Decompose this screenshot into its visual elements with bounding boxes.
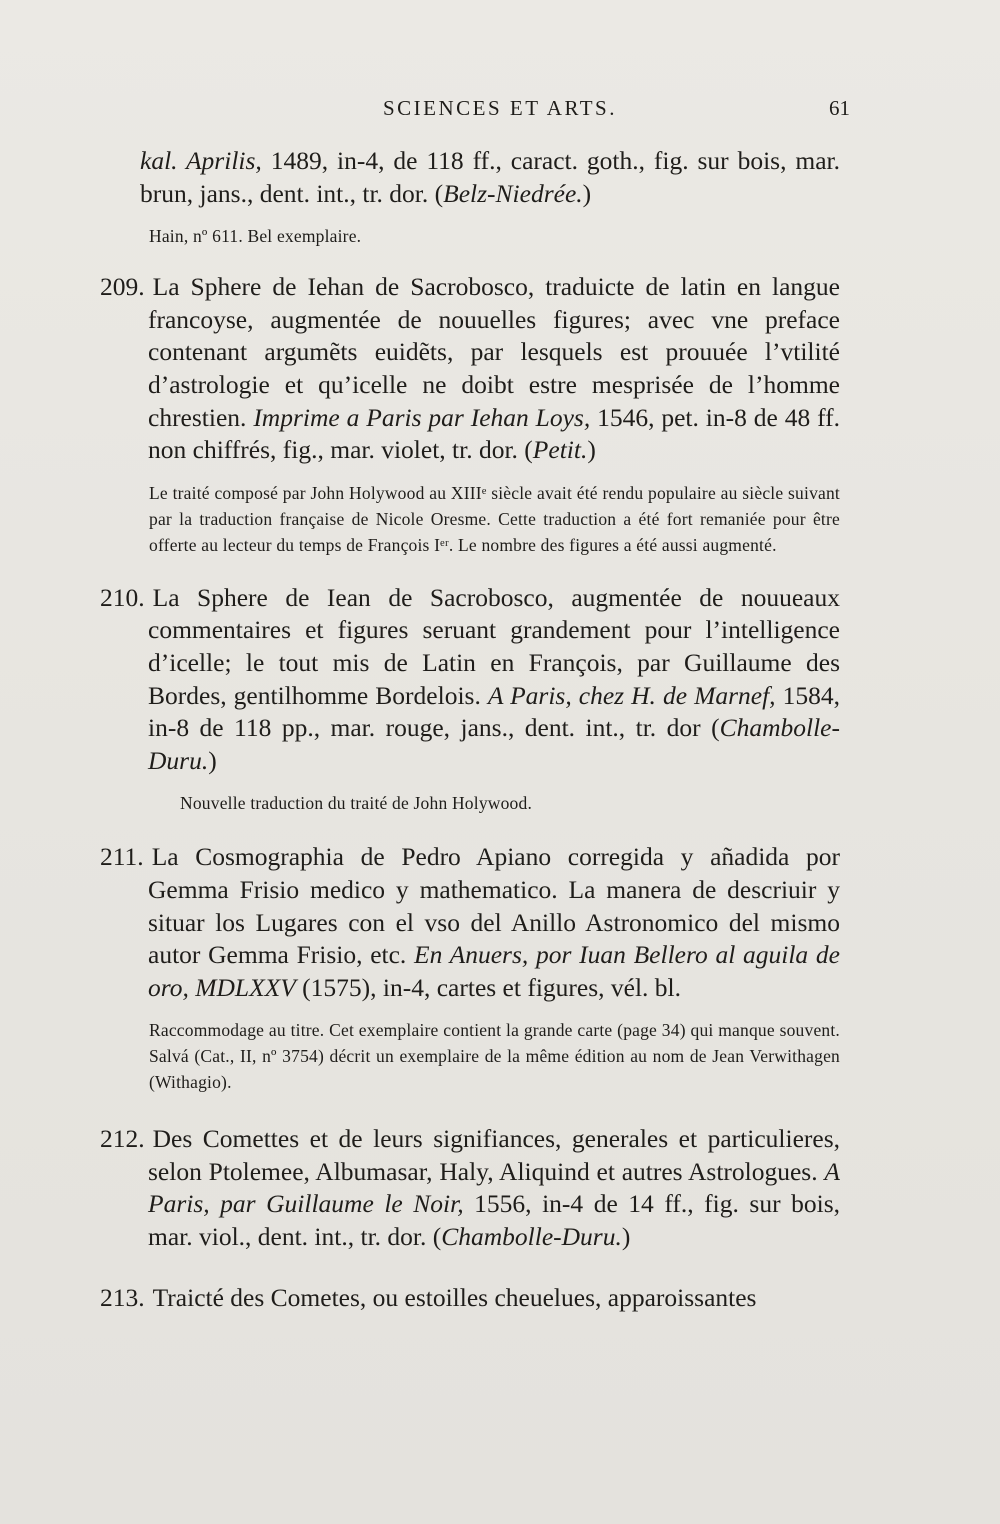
- entry-text-part: ): [582, 178, 592, 208]
- entry-note: Le traité composé par John Holywood au XIIIᵉ siècle avait été rendu populaire au siècle suivant par la traduction française de Nicole Oresme. Cette traduction a été fort remaniée pour être offerte au lecteur du temps de François Iᵉʳ. Le nombre des figures a été aussi augmenté.: [149, 482, 840, 555]
- entry-note: Hain, nº 611. Bel exemplaire.: [149, 226, 362, 247]
- running-title: SCIENCES ET ARTS.: [383, 96, 617, 120]
- page-number: 61: [829, 96, 850, 120]
- entry-209: [100, 271, 840, 558]
- entry-text-part: 1489, in-4, de 118 ff., caract. goth., fig. sur bois, mar. brun, jans., dent. int., tr. dor. (: [140, 146, 840, 208]
- entry-text: [100, 271, 840, 467]
- entry-text-part: 1584, in-8 de 118 pp., mar. rouge, jans., dent. int., tr. dor (: [148, 680, 840, 743]
- entry-text-part: 1556, in-4 de 14 ff., fig. sur bois, mar. viol., dent. int., tr. dor. (: [148, 1189, 840, 1252]
- entry-number: 213.: [100, 1282, 145, 1312]
- entry-text: [100, 582, 840, 778]
- entry-text: [100, 1123, 840, 1253]
- entry-211: [100, 841, 840, 1095]
- entry-note: Nouvelle traduction du traité de John Holywood.: [180, 793, 533, 814]
- entry-number: 212.: [100, 1124, 145, 1154]
- entry-text-part: 1546, pet. in-8 de 48 ff. non chiffrés, fig., mar. violet, tr. dor. (: [148, 402, 840, 465]
- page-header: [0, 96, 1000, 130]
- entry-text-part: La Sphere de Iean de Sacrobosco, augmentée de nouueaux commentaires et figures seruant grandement pour l’intelligence d’icelle; le tout mis de Latin en François, par Guillaume des Bordes, gentilhomme Bordelois.: [148, 582, 840, 710]
- entry-212: [100, 1123, 840, 1253]
- entry-text-part: kal. Aprilis,: [140, 146, 262, 175]
- entry-number: 210.: [100, 582, 145, 612]
- entry-text-part: A Paris, chez H. de Marnef,: [487, 680, 776, 710]
- entry-text-part: ): [587, 435, 596, 465]
- entry-note: Raccommodage au titre. Cet exemplaire contient la grande carte (page 34) qui manque souvent. Salvá (Cat., II, nº 3754) décrit un exemplaire de la même édition au nom de Jean Verwithagen (Withagio).: [149, 1020, 840, 1093]
- entry-text: [140, 145, 840, 210]
- entry-text: [100, 1282, 840, 1315]
- entry-text-part: Imprime a Paris par Iehan Loys,: [253, 402, 591, 432]
- entry-text-part: Chambolle-Duru.: [148, 713, 840, 775]
- page-body: [100, 145, 840, 1314]
- entry-text-part: Belz-Niedrée.: [443, 178, 583, 208]
- entry-text-part: ): [621, 1222, 631, 1252]
- entry-208-continuation: [140, 145, 840, 249]
- entry-text-part: Traicté des Cometes, ou estoilles cheuelues, apparoissantes: [152, 1282, 757, 1312]
- entry-210: [100, 582, 840, 817]
- entry-text-part: Petit.: [532, 435, 588, 465]
- entry-text-part: La Cosmographia de Pedro Apiano corregida y añadida por Gemma Frisio medico y mathematico. La manera de descriuir y situar los Lugares con el vso del Anillo Astronomico del mismo autor Gemma Frisio, etc.: [148, 842, 840, 970]
- entry-text-part: ): [208, 745, 217, 775]
- entry-213: [100, 1282, 840, 1315]
- entry-text: [100, 841, 840, 1004]
- entry-text-part: La Sphere de Iehan de Sacrobosco, traduicte de latin en langue francoyse, augmentée de nouuelles figures; avec vne preface contenant argumẽts euidẽts, par lesquels est prouuée l’vtilité d’astrologie et qu’icelle ne doibt estre mesprisée de l’homme chrestien.: [148, 272, 840, 432]
- entry-text-part: A Paris, par Guillaume le Noir,: [148, 1156, 840, 1219]
- entry-text-part: Des Comettes et de leurs signifiances, generales et particulieres, selon Ptolemee, Albumasar, Haly, Aliquind et autres Astrologues.: [148, 1124, 840, 1186]
- entry-text-part: (1575), in-4, cartes et figures, vél. bl.: [295, 972, 682, 1002]
- entry-number: 211.: [100, 842, 144, 872]
- entry-text-part: En Anuers, por Iuan Bellero al aguila de oro, MDLXXV: [148, 940, 840, 1002]
- entry-number: 209.: [100, 272, 145, 302]
- entry-text-part: Chambolle-Duru.: [441, 1222, 622, 1252]
